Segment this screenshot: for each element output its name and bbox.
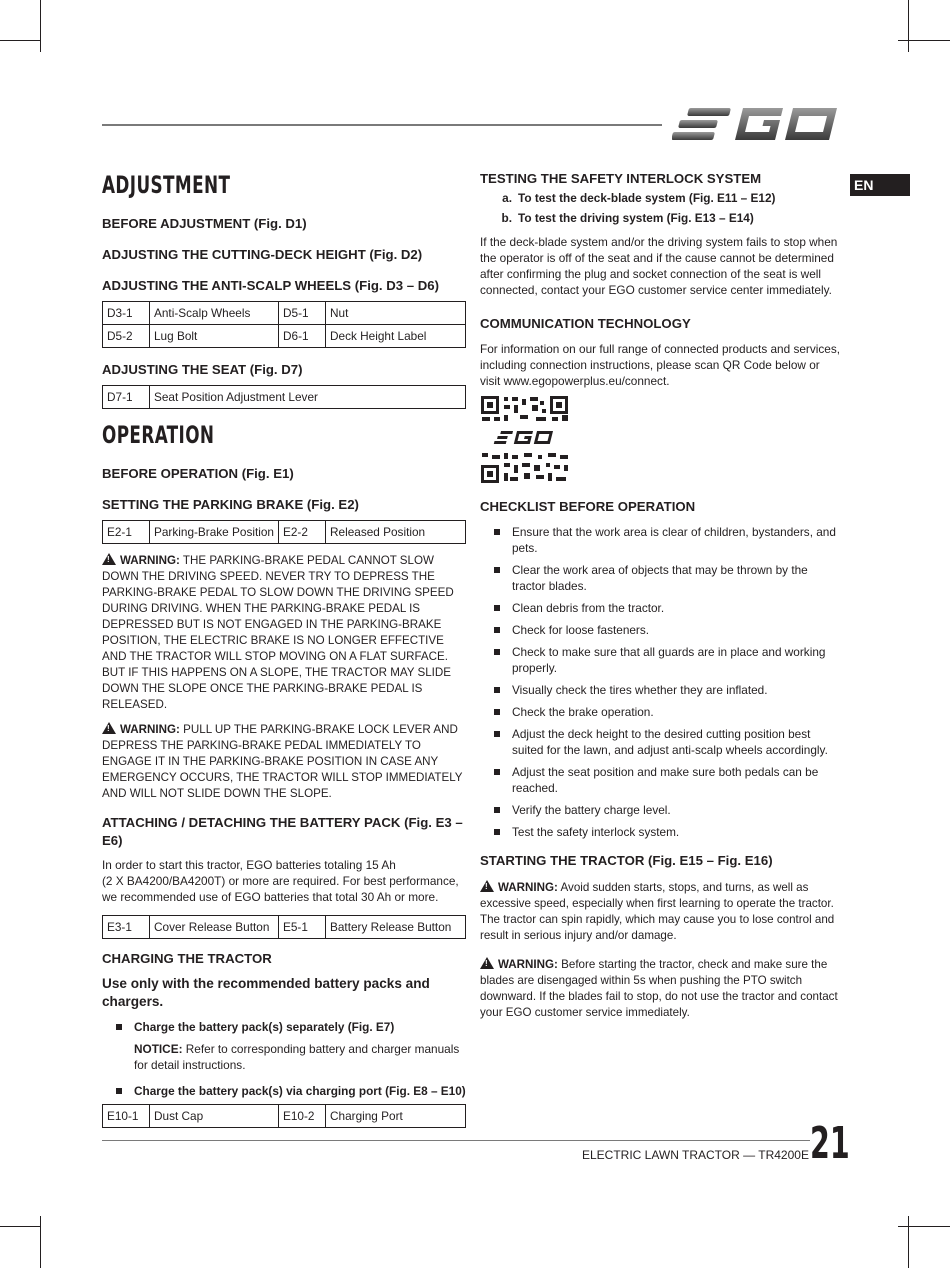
- battery-text-line: (2 X BA4200/BA4200T) or more are required. For best performance,: [102, 874, 459, 888]
- interlock-heading: TESTING THE SAFETY INTERLOCK SYSTEM: [480, 171, 762, 186]
- cutting-deck-heading: ADJUSTING THE CUTTING-DECK HEIGHT (Fig. D2): [102, 247, 423, 262]
- table-row: [103, 521, 466, 544]
- before-operation-heading: BEFORE OPERATION (Fig. E1): [102, 466, 294, 481]
- list-item: Check the brake operation.: [480, 704, 840, 720]
- warning-label: WARNING:: [498, 958, 558, 971]
- qr-code[interactable]: [480, 395, 570, 485]
- list-item: [102, 1019, 466, 1073]
- table-cell: Dust Cap: [150, 1105, 279, 1128]
- list-item: Clear the work area of objects that may be thrown by the tractor blades.: [480, 562, 840, 594]
- warning-text: PULL UP THE PARKING-BRAKE LOCK LEVER AND DEPRESS THE PARKING-BRAKE PEDAL IMMEDIATELY TO ENGAGE IT IN THE PARKING-BRAKE POSITION IN CASE ANY EMERGENCY OCCURS, THE TRACTOR WILL STOP IMMEDIATELY AND WILL NOT SLIDE DOWN THE SLOPE.: [102, 723, 463, 800]
- warning-icon: [480, 957, 494, 969]
- warning-blades: [480, 956, 840, 1021]
- list-item: Visually check the tires whether they are inflated.: [480, 682, 840, 698]
- crop-mark: [898, 1226, 950, 1227]
- interlock-item-a: a. To test the deck-blade system (Fig. E11 – E12): [502, 191, 776, 205]
- right-column: [480, 170, 840, 1021]
- table-cell: D5-1: [279, 302, 326, 325]
- table-cell: Anti-Scalp Wheels: [150, 302, 279, 325]
- page-number: 21: [810, 1118, 850, 1169]
- battery-text-line: we recommended use of EGO batteries that total 30 Ah or more.: [102, 890, 439, 904]
- warning-text: Before starting the tractor, check and make sure the blades are disengaged within 5s when pushing the PTO switch downward. If the blades fail to stop, do not use the tractor and contact your EGO customer service immediately.: [480, 958, 838, 1019]
- table-cell: D7-1: [103, 386, 150, 409]
- table-row: [103, 325, 466, 348]
- table-cell: Cover Release Button: [150, 916, 279, 939]
- table-cell: D3-1: [103, 302, 150, 325]
- list-item: Check for loose fasteners.: [480, 622, 840, 638]
- adjustment-title: ADJUSTMENT: [102, 171, 231, 199]
- warning-icon: [480, 880, 494, 892]
- list-item: Adjust the seat position and make sure both pedals can be reached.: [480, 764, 840, 796]
- table-cell: D6-1: [279, 325, 326, 348]
- parking-brake-heading: SETTING THE PARKING BRAKE (Fig. E2): [102, 497, 359, 512]
- parts-table-e2: [102, 520, 466, 544]
- notice: [134, 1041, 466, 1073]
- table-cell: E2-1: [103, 521, 150, 544]
- crop-mark: [40, 1216, 41, 1268]
- list-item: Test the safety interlock system.: [480, 824, 840, 840]
- charge-separately-label: Charge the battery pack(s) separately (Fig. E7): [134, 1020, 395, 1034]
- warning-icon: [102, 722, 116, 734]
- ego-logo: [672, 104, 844, 144]
- footer-product: ELECTRIC LAWN TRACTOR — TR4200E: [582, 1148, 809, 1162]
- table-cell: E3-1: [103, 916, 150, 939]
- battery-heading: ATTACHING / DETACHING THE BATTERY PACK (Fig. E3 – E6): [102, 815, 463, 848]
- warning-text: Avoid sudden starts, stops, and turns, as well as excessive speed, especially when first learning to operate the tractor. The tractor can spin rapidly, which may cause you to lose control and result in serious injury and/or damage.: [480, 881, 835, 942]
- notice-label: NOTICE:: [134, 1042, 183, 1056]
- notice-text: Refer to corresponding battery and charger manuals for detail instructions.: [134, 1042, 460, 1072]
- footer-rule: [102, 1140, 810, 1141]
- comm-heading: COMMUNICATION TECHNOLOGY: [480, 316, 691, 331]
- header-rule: [102, 124, 662, 126]
- checklist-heading: CHECKLIST BEFORE OPERATION: [480, 499, 696, 514]
- table-cell: Lug Bolt: [150, 325, 279, 348]
- table-cell: E10-1: [103, 1105, 150, 1128]
- table-cell: Seat Position Adjustment Lever: [150, 386, 466, 409]
- table-row: [103, 916, 466, 939]
- crop-mark: [0, 1226, 40, 1227]
- list-item: Adjust the deck height to the desired cutting position best suited for the lawn, and adjust anti-scalp wheels accordingly.: [480, 726, 840, 758]
- table-cell: E10-2: [279, 1105, 326, 1128]
- table-cell: Battery Release Button: [326, 916, 466, 939]
- interlock-text: If the deck-blade system and/or the driving system fails to stop when the operator is off of the seat and if the cause cannot be determined after confirming the plug and socket connection of the seat is well connected, contact your EGO customer service center immediately.: [480, 235, 838, 297]
- crop-mark: [40, 0, 41, 52]
- table-row: [103, 302, 466, 325]
- interlock-item-b: b. To test the driving system (Fig. E13 – E14): [501, 211, 754, 225]
- table-cell: Parking-Brake Position: [150, 521, 279, 544]
- table-row: [103, 1105, 466, 1128]
- warning-text: THE PARKING-BRAKE PEDAL CANNOT SLOW DOWN THE DRIVING SPEED. NEVER TRY TO DEPRESS THE PARKING-BRAKE PEDAL TO SLOW DOWN THE DRIVING SPEED DURING DRIVING. WHEN THE PARKING-BRAKE PEDAL IS DEPRESSED BUT IS NOT ENGAGED IN THE PARKING-BRAKE POSITION, THE ELECTRIC BRAKE IS NO LONGER EFFECTIVE AND THE TRACTOR WILL STOP MOVING ON A FLAT SURFACE. BUT IF THIS HAPPENS ON A SLOPE, THE TRACTOR MAY SLIDE DOWN THE SLOPE ONCE THE PARKING-BRAKE PEDAL IS RELEASED.: [102, 554, 454, 711]
- seat-heading: ADJUSTING THE SEAT (Fig. D7): [102, 362, 303, 377]
- table-cell: E5-1: [279, 916, 326, 939]
- table-cell: E2-2: [279, 521, 326, 544]
- left-column: [102, 170, 466, 1128]
- list-item: Clean debris from the tractor.: [480, 600, 840, 616]
- table-cell: Deck Height Label: [326, 325, 466, 348]
- battery-text-line: In order to start this tractor, EGO batteries totaling 15 Ah: [102, 858, 396, 872]
- warning-label: WARNING:: [120, 554, 180, 567]
- language-tab: EN: [850, 174, 910, 196]
- crop-mark: [908, 0, 909, 52]
- crop-mark: [908, 1216, 909, 1268]
- table-cell: Nut: [326, 302, 466, 325]
- list-item: Check to make sure that all guards are in place and working properly.: [480, 644, 840, 676]
- list-item: [102, 1083, 466, 1099]
- table-row: [103, 386, 466, 409]
- warning-label: WARNING:: [498, 881, 558, 894]
- crop-mark: [0, 40, 40, 41]
- warning-parking-brake: [102, 552, 466, 713]
- parts-table-e10: [102, 1104, 466, 1128]
- charging-note: Use only with the recommended battery packs and chargers.: [102, 976, 430, 1009]
- starting-heading: STARTING THE TRACTOR (Fig. E15 – Fig. E16): [480, 853, 773, 868]
- table-cell: Charging Port: [326, 1105, 466, 1128]
- before-adjustment-heading: BEFORE ADJUSTMENT (Fig. D1): [102, 216, 307, 231]
- crop-mark: [898, 40, 950, 41]
- warning-label: WARNING:: [120, 723, 180, 736]
- charge-port-label: Charge the battery pack(s) via charging port (Fig. E8 – E10): [134, 1084, 466, 1098]
- parts-table-e3: [102, 915, 466, 939]
- anti-scalp-heading: ADJUSTING THE ANTI-SCALP WHEELS (Fig. D3 – D6): [102, 278, 440, 293]
- charging-list: [102, 1019, 466, 1099]
- list-item: Ensure that the work area is clear of children, bystanders, and pets.: [480, 524, 840, 556]
- warning-lock-lever: [102, 721, 466, 802]
- comm-text: For information on our full range of connected products and services, including connection instructions, please scan QR Code below or visit www.egopowerplus.eu/connect.: [480, 342, 841, 388]
- operation-title: OPERATION: [102, 421, 215, 449]
- charging-heading: CHARGING THE TRACTOR: [102, 951, 272, 966]
- warning-icon: [102, 553, 116, 565]
- list-item: Verify the battery charge level.: [480, 802, 840, 818]
- table-cell: D5-2: [103, 325, 150, 348]
- parts-table-d7: [102, 385, 466, 409]
- table-cell: Released Position: [326, 521, 466, 544]
- parts-table-d: [102, 301, 466, 348]
- checklist: [480, 524, 840, 840]
- warning-starts: [480, 879, 840, 944]
